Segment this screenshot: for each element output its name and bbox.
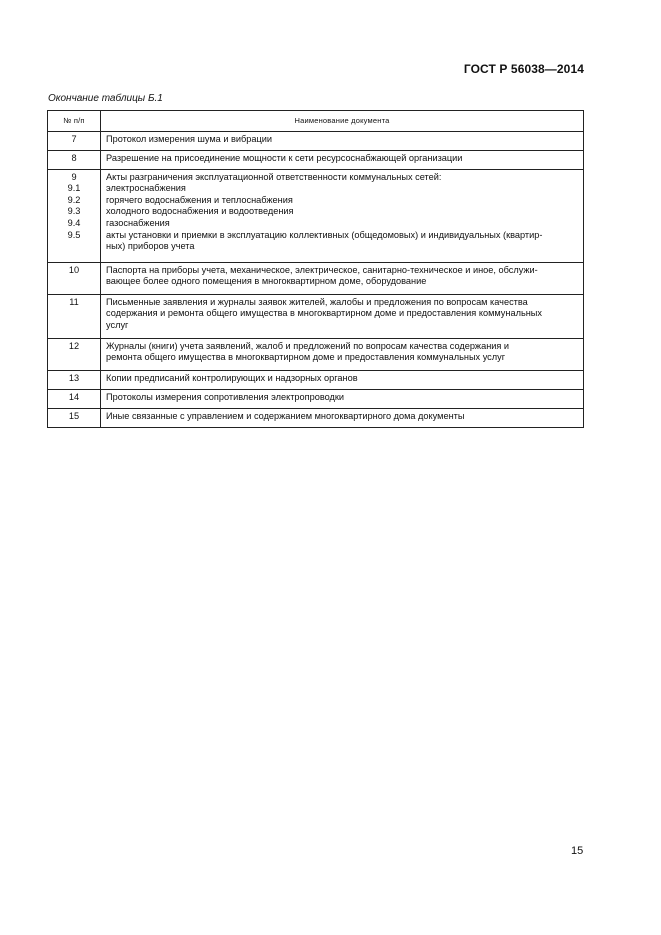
table-row: [48, 150, 584, 169]
document-name-line: Разрешение на присоединение мощности к сети ресурсоснабжающей организации: [106, 152, 463, 163]
header-document-name: Наименование документа: [101, 111, 584, 132]
document-name-line: Иные связанные с управлением и содержанием многоквартирного дома документы: [106, 410, 465, 421]
document-name-line: Протокол измерения шума и вибрации: [106, 133, 273, 144]
row-number: 9.2: [67, 194, 81, 205]
document-name-line: вающее более одного помещения в многоквартирном доме, оборудование: [106, 276, 427, 287]
table-row: [48, 294, 584, 338]
row-number: 9.4: [67, 217, 81, 228]
document-name-line: Журналы (книги) учета заявлений, жалоб и предложений по вопросам качества содержания и: [106, 340, 510, 351]
documents-table: [47, 110, 584, 428]
document-name-line: газоснабжения: [106, 217, 170, 228]
document-name-line: электроснабжения: [106, 183, 186, 194]
row-number-cell: [48, 370, 101, 389]
row-number: 12: [68, 340, 80, 351]
document-name-line: Паспорта на приборы учета, механическое, электрическое, санитарно-техническое и иное, обслужи-: [106, 264, 538, 275]
document-name-cell: [101, 338, 584, 370]
table-row: [48, 389, 584, 408]
row-number-cell: [48, 408, 101, 427]
document-name-cell: [101, 389, 584, 408]
table-row: [48, 262, 584, 294]
document-name-cell: [101, 262, 584, 294]
document-name-line: акты установки и приемки в эксплуатацию коллективных (общедомовых) и индивидуальных (квартир-: [106, 229, 543, 240]
document-name-cell: [101, 294, 584, 338]
document-name-cell: [101, 131, 584, 150]
row-number-cell: [48, 389, 101, 408]
row-number-cell: [48, 338, 101, 370]
row-number: 7: [71, 133, 77, 144]
document-name-cell: [101, 150, 584, 169]
row-number: 15: [68, 410, 80, 421]
row-number: 9: [71, 171, 77, 182]
document-name-line: услуг: [106, 319, 129, 330]
table-header-row: [48, 111, 584, 132]
header-number: № п/п: [48, 111, 101, 132]
row-number: 8: [71, 152, 77, 163]
row-number-cell: [48, 131, 101, 150]
row-number: 9.1: [67, 183, 81, 194]
row-number: 10: [68, 264, 80, 275]
row-number: 13: [68, 372, 80, 383]
page-number: 15: [571, 845, 584, 857]
document-code: ГОСТ Р 56038—2014: [463, 62, 584, 76]
table-row: [48, 408, 584, 427]
row-number-cell: [48, 262, 101, 294]
document-name-line: Протоколы измерения сопротивления электропроводки: [106, 391, 345, 402]
table-body: [48, 131, 584, 427]
row-number: 9.5: [67, 229, 81, 240]
row-number: 9.3: [67, 206, 81, 217]
document-name-line: Копии предписаний контролирующих и надзорных органов: [106, 372, 358, 383]
table-row: [48, 169, 584, 262]
document-name-line: содержания и ремонта общего имущества в многоквартирном доме и предоставления коммунальных: [106, 308, 542, 319]
document-name-line: холодного водоснабжения и водоотведения: [106, 206, 294, 217]
row-number: 11: [69, 296, 79, 307]
document-name-line: горячего водоснабжения и теплоснабжения: [106, 194, 293, 205]
table-row: [48, 131, 584, 150]
row-number-cell: [48, 294, 101, 338]
document-name-cell: [101, 370, 584, 389]
table-row: [48, 370, 584, 389]
row-number: 14: [68, 391, 80, 402]
document-name-line: Письменные заявления и журналы заявок жителей, жалобы и предложения по вопросам качества: [106, 296, 528, 307]
table-caption: Окончание таблицы Б.1: [48, 93, 163, 104]
document-name-line: Акты разграничения эксплуатационной ответственности коммунальных сетей:: [106, 171, 442, 182]
document-name-cell: [101, 408, 584, 427]
document-name-line: ных) приборов учета: [106, 241, 195, 252]
document-name-cell: [101, 169, 584, 262]
table-row: [48, 338, 584, 370]
document-name-line: ремонта общего имущества в многоквартирном доме и предоставления коммунальных услуг: [106, 352, 506, 363]
row-number-cell: [48, 169, 101, 262]
row-number-cell: [48, 150, 101, 169]
